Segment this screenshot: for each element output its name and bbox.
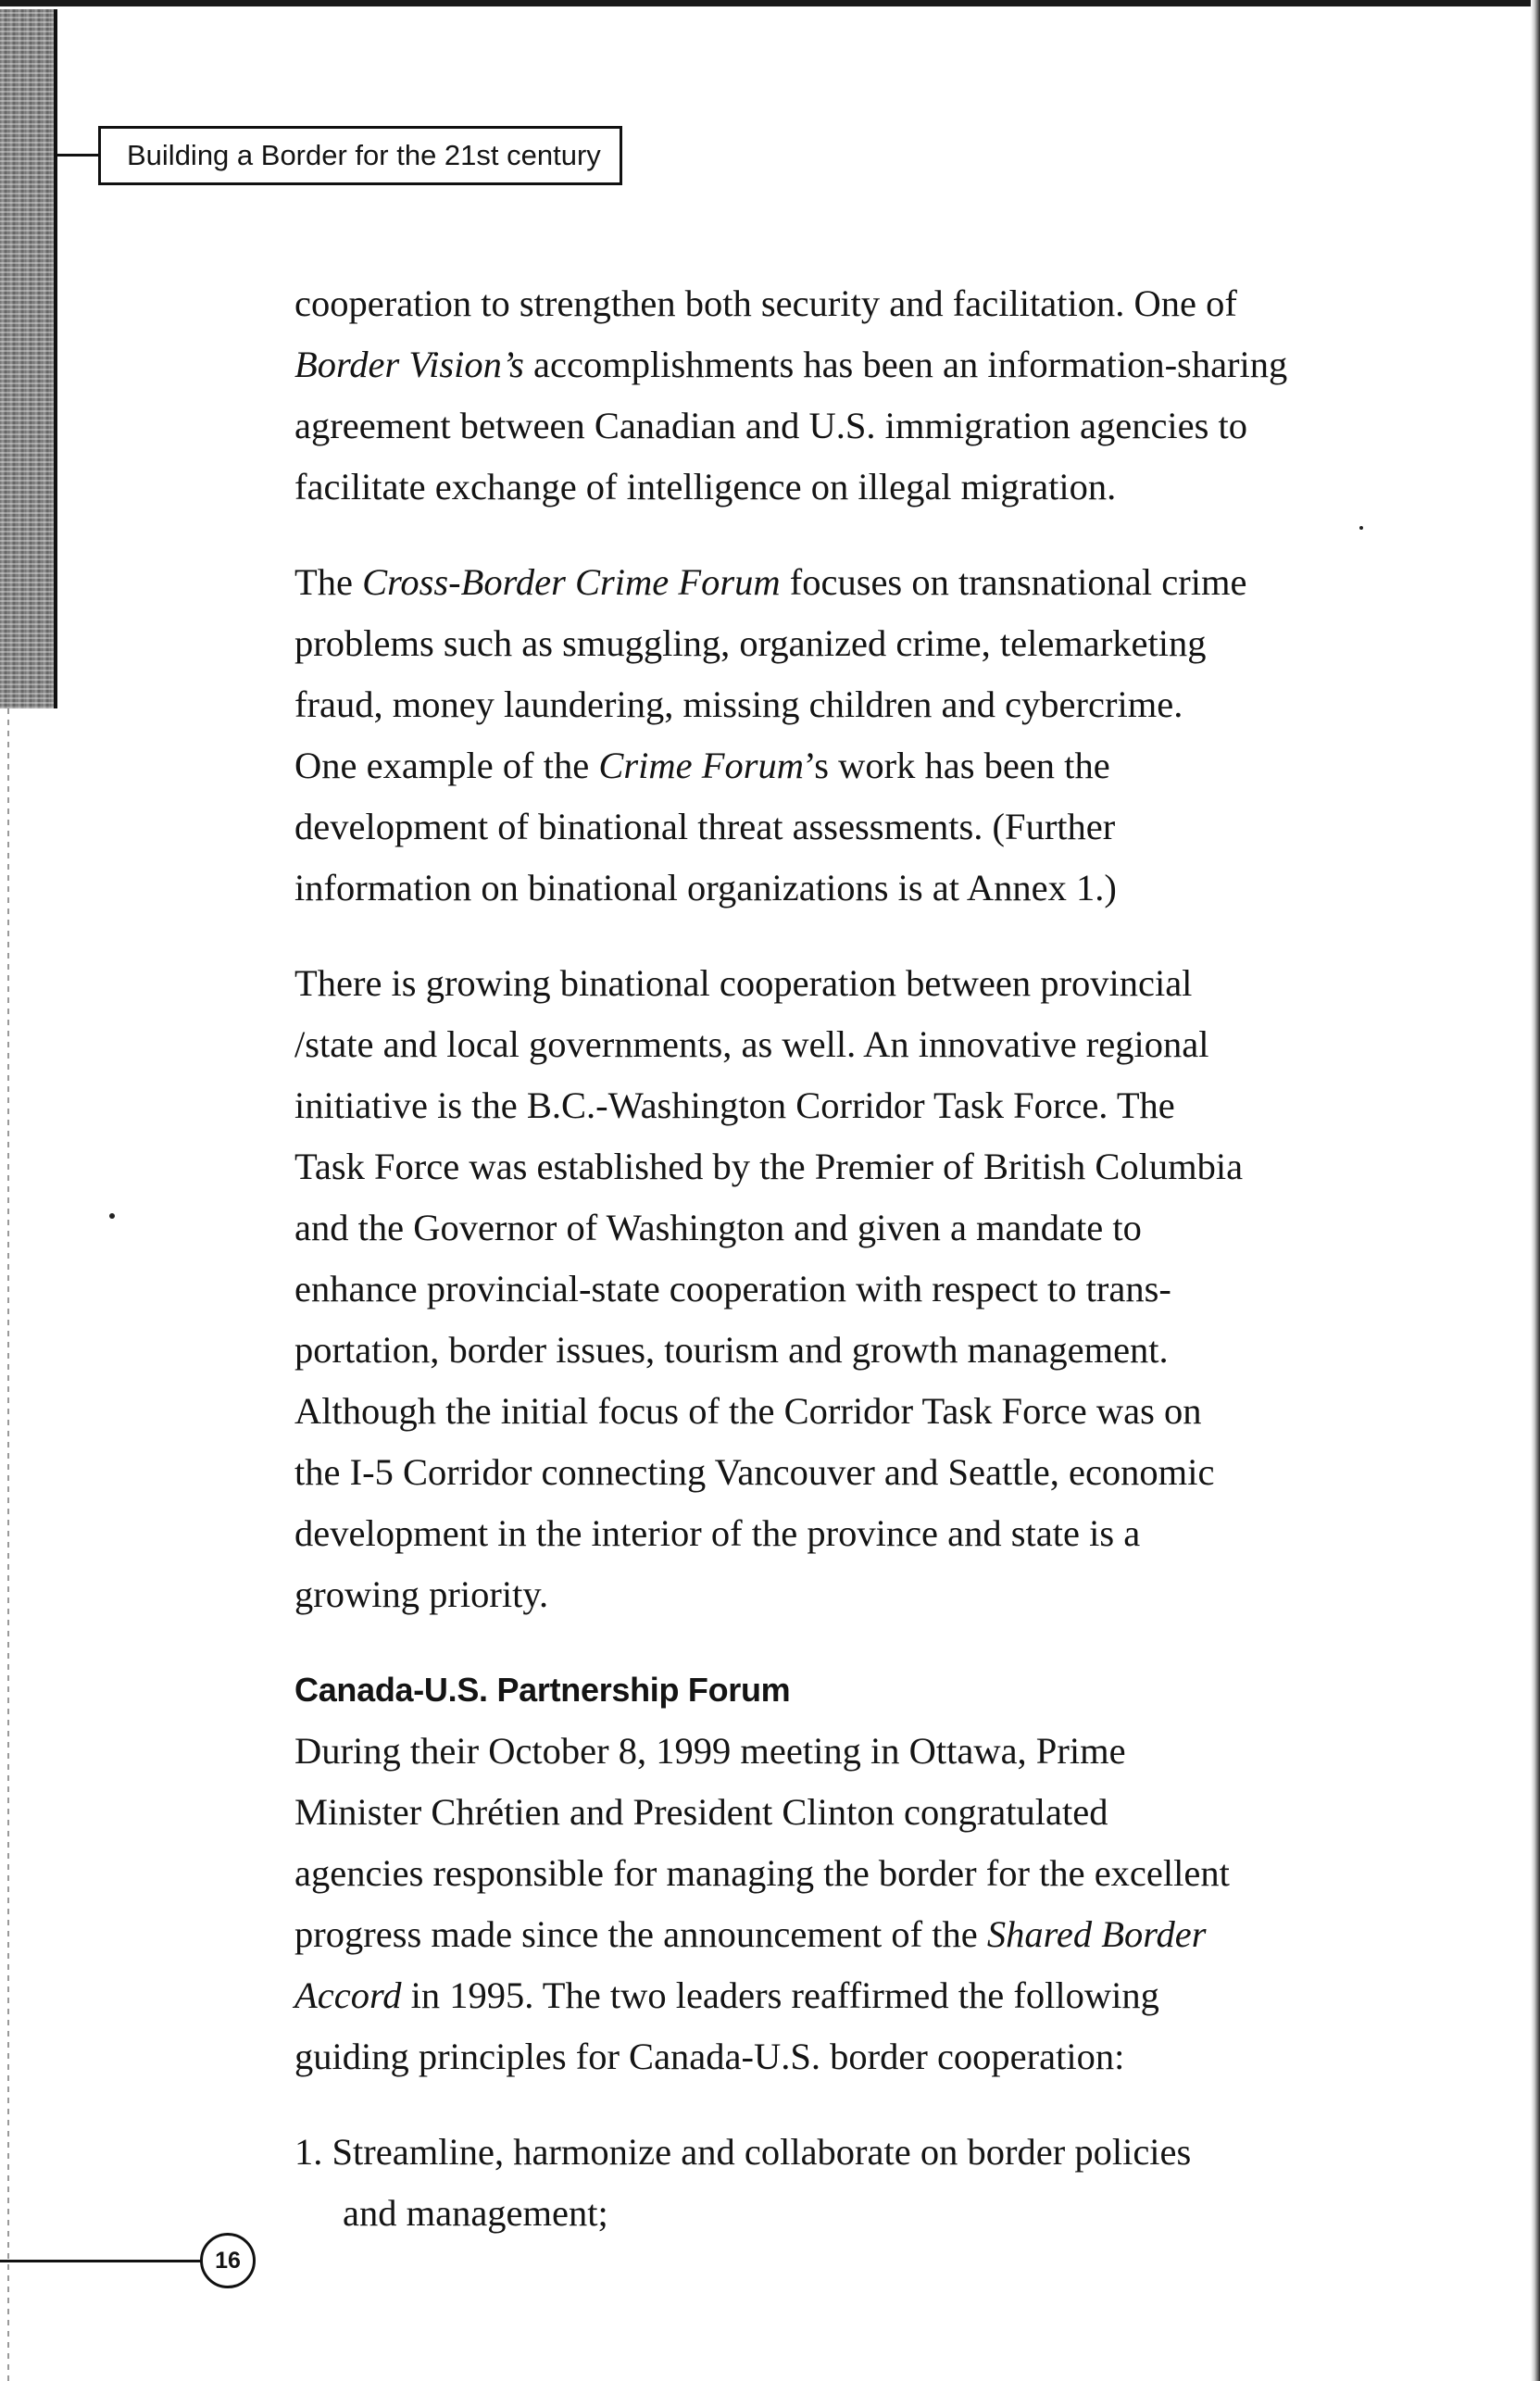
page-top-edge: [0, 0, 1540, 6]
text-line: [294, 1075, 1387, 1136]
text-run: development in the interior of the province and state is a: [294, 1512, 1141, 1554]
text-run: development of binational threat assessments. (Further: [294, 806, 1116, 847]
text-run: the I-5 Corridor connecting Vancouver and Seattle, economic: [294, 1451, 1215, 1493]
list-item-continuation: and management;: [343, 2192, 608, 2234]
footer-rule: [0, 2260, 202, 2262]
body-paragraph: [294, 552, 1387, 919]
text-run: accomplishments has been an information-sharing: [523, 344, 1288, 385]
page-number-text: 16: [215, 2247, 241, 2274]
text-run: fraud, money laundering, missing children and cybercrime.: [294, 683, 1183, 725]
list-item-text: Streamline, harmonize and collaborate on border policies: [332, 2131, 1192, 2173]
text-line: [294, 858, 1387, 919]
italic-title: Accord: [294, 1974, 402, 2016]
text-line: [294, 1014, 1387, 1075]
text-run: in 1995. The two leaders reaffirmed the following: [401, 1974, 1159, 2016]
page-body: [294, 273, 1387, 2244]
scan-speck: [109, 1213, 115, 1219]
text-run: guiding principles for Canada-U.S. border cooperation:: [294, 2036, 1125, 2077]
text-run: ’s work has been the: [804, 745, 1110, 786]
text-run: The: [294, 561, 363, 603]
text-run: agencies responsible for managing the border for the excellent: [294, 1852, 1230, 1894]
text-line: [294, 674, 1387, 735]
text-run: progress made since the announcement of the: [294, 1913, 987, 1955]
text-line: [294, 1965, 1387, 2026]
running-header-text: Building a Border for the 21st century: [127, 139, 601, 171]
text-line: [294, 1843, 1387, 1904]
text-line: [294, 613, 1387, 674]
text-run: One example of the: [294, 745, 599, 786]
italic-title: Shared Border: [986, 1913, 1207, 1955]
text-run: There is growing binational cooperation between provincial: [294, 962, 1193, 1004]
text-run: problems such as smuggling, organized crime, telemarketing: [294, 622, 1207, 664]
text-run: /state and local governments, as well. An innovative regional: [294, 1023, 1209, 1065]
text-run: facilitate exchange of intelligence on illegal migration.: [294, 466, 1117, 508]
text-line: [294, 1197, 1387, 1259]
text-run: cooperation to strengthen both security and facilitation. One of: [294, 282, 1237, 324]
list-marker: 1.: [294, 2131, 323, 2173]
page-right-edge: [1531, 0, 1540, 2381]
text-line: [294, 953, 1387, 1014]
text-run: Minister Chrétien and President Clinton congratulated: [294, 1791, 1108, 1833]
text-run: initiative is the B.C.-Washington Corridor Task Force. The: [294, 1084, 1175, 1126]
section-paragraph: [294, 1721, 1387, 2087]
text-run: information on binational organizations is at Annex 1.): [294, 867, 1117, 909]
text-line: [294, 1721, 1387, 1782]
left-margin-rule: [7, 708, 9, 2381]
text-line: [294, 796, 1387, 858]
text-line: [294, 1564, 1387, 1625]
text-run: growing priority.: [294, 1573, 549, 1615]
text-run: portation, border issues, tourism and growth management.: [294, 1329, 1169, 1371]
header-rule: [54, 154, 100, 157]
text-run: Although the initial focus of the Corridor Task Force was on: [294, 1390, 1202, 1432]
left-margin-stripe: [0, 9, 57, 708]
text-line: [294, 334, 1387, 395]
text-line: [294, 1381, 1387, 1442]
text-line: [294, 1259, 1387, 1320]
text-run: enhance provincial-state cooperation with respect to trans-: [294, 1268, 1171, 1310]
text-line: [294, 1782, 1387, 1843]
text-line: [294, 735, 1387, 796]
italic-title: Cross-Border Crime Forum: [362, 561, 781, 603]
text-line: [294, 2026, 1387, 2087]
body-paragraph: [294, 273, 1387, 518]
text-run: agreement between Canadian and U.S. immigration agencies to: [294, 405, 1248, 446]
text-line: [294, 1136, 1387, 1197]
italic-title: Border Vision’s: [294, 344, 524, 385]
text-line: [294, 457, 1387, 518]
list-item: [294, 2122, 1387, 2244]
text-run: and the Governor of Washington and given a mandate to: [294, 1207, 1142, 1248]
text-run: During their October 8, 1999 meeting in Ottawa, Prime: [294, 1730, 1126, 1772]
running-header: [98, 126, 622, 185]
text-line: [294, 1320, 1387, 1381]
section-heading: Canada-U.S. Partnership Forum: [294, 1671, 791, 1709]
text-run: Task Force was established by the Premier of British Columbia: [294, 1146, 1244, 1187]
text-line: [294, 273, 1387, 334]
text-run: focuses on transnational crime: [780, 561, 1247, 603]
text-line: [294, 1503, 1387, 1564]
text-line: [294, 395, 1387, 457]
page-number: [200, 2233, 256, 2288]
italic-title: Crime Forum: [598, 745, 804, 786]
text-line: [294, 1904, 1387, 1965]
text-line: [294, 1442, 1387, 1503]
body-paragraph: [294, 953, 1387, 1625]
text-line: [294, 552, 1387, 613]
